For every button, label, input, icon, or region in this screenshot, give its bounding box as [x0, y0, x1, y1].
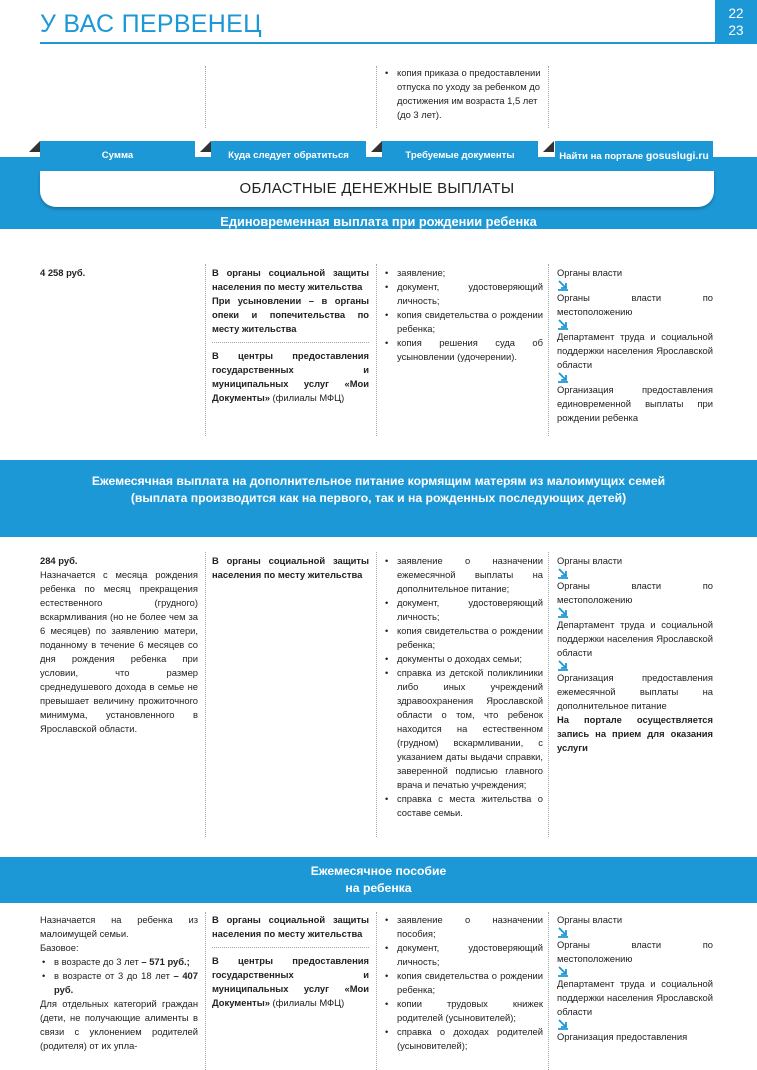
section-1-title-line2: или устройстве его в семью — [288, 232, 469, 247]
list-item: • копия свидетельства о рождении ребенка; — [383, 969, 543, 997]
column-divider — [548, 66, 549, 128]
arrow-down-right-icon — [557, 372, 569, 383]
section-1-where — [212, 266, 369, 405]
section-3-portal — [557, 913, 713, 1044]
column-divider — [548, 264, 549, 436]
sum-description: Назначается на ребенка из малоимущей семьи. — [40, 914, 198, 939]
list-item: • заявление; — [383, 266, 543, 280]
column-divider — [376, 264, 377, 436]
column-divider — [548, 552, 549, 837]
column-divider — [205, 552, 206, 837]
column-divider — [205, 264, 206, 436]
page-title: У ВАС ПЕРВЕНЕЦ — [40, 10, 262, 38]
list-item: • документ, удостоверяющий личность; — [383, 941, 543, 969]
previous-documents-fragment — [383, 66, 543, 122]
arrow-down-right-icon — [557, 280, 569, 291]
list-item: • копия решения суда об усыновлении (удочерении). — [383, 336, 543, 364]
list-item: • справка о доходах родителей (усыновителей); — [383, 1025, 543, 1053]
tab-corner — [200, 141, 211, 152]
column-header-portal — [555, 141, 713, 171]
section-2-documents — [383, 554, 543, 820]
list-item: • копия приказа о предоставлении отпуска по уходу за ребенком до достижения им возраста 1,5 лет (до 3 лет). — [383, 66, 543, 122]
item-text: в возрасте от 3 до 18 лет — [54, 970, 174, 981]
portal-site[interactable]: gosuslugi.ru — [645, 150, 709, 162]
sum-value: 284 руб. — [40, 555, 78, 566]
title-underline — [40, 42, 716, 44]
where-normal: (филиалы МФЦ) — [269, 392, 345, 403]
section-2-sum — [40, 554, 198, 736]
list-item: • справка с места жительства о составе семьи. — [383, 792, 543, 820]
section-3-where — [212, 913, 369, 1010]
portal-link[interactable]: Органы власти по местоположению — [557, 580, 713, 605]
list-item: • заявление о назначении пособия; — [383, 913, 543, 941]
item-text: в возрасте до 3 лет — [54, 956, 142, 967]
section-3-sum — [40, 913, 198, 1053]
sum-description: Базовое: — [40, 942, 79, 953]
portal-link[interactable]: Органы власти — [557, 267, 623, 278]
where-text: В органы социальной защиты населения по месту жительства — [212, 555, 369, 580]
column-header-sum: Сумма — [40, 141, 195, 171]
section-1-title — [0, 213, 757, 249]
column-divider — [376, 66, 377, 128]
sum-description: Для отдельных категорий граждан (дети, не получающие алименты в связи с уклонением родителей (родителя) от их упла- — [40, 998, 198, 1051]
portal-link[interactable]: Органы власти — [557, 555, 623, 566]
tab-corner — [543, 141, 554, 152]
section-2-title-line1: Ежемесячная выплата на дополнительное питание кормящим матерям из малоимущих семей — [91, 474, 666, 488]
where-text: При усыновлении – в органы опеки и попечительства по месту жительства — [212, 295, 369, 334]
page-number-right: 23 — [728, 23, 744, 38]
list-item — [40, 969, 198, 997]
where-bold: В центры предоставления государственных и муниципальных услуг «Мои Документы» — [212, 955, 369, 1008]
portal-link[interactable]: Департамент труда и социальной поддержки населения Ярославской области — [557, 619, 713, 658]
list-item — [40, 955, 198, 969]
divider — [212, 947, 369, 948]
portal-link[interactable]: Органы власти — [557, 914, 623, 925]
section-3-documents — [383, 913, 543, 1053]
list-item: • копия свидетельства о рождении ребенка; — [383, 308, 543, 336]
portal-link[interactable]: Организация предоставления ежемесячной выплаты на дополнительное питание — [557, 672, 713, 711]
column-divider — [205, 66, 206, 128]
where-normal: (филиалы МФЦ) — [269, 997, 345, 1008]
list-item: • документ, удостоверяющий личность; — [383, 596, 543, 624]
section-1-documents — [383, 266, 543, 364]
arrow-down-right-icon — [557, 660, 569, 671]
section-1-title-line1: Единовременная выплата при рождении ребенка — [220, 214, 537, 229]
arrow-down-right-icon — [557, 607, 569, 618]
section-1-portal — [557, 266, 713, 425]
list-item: • копия свидетельства о рождении ребенка; — [383, 624, 543, 652]
portal-link[interactable]: Организация предоставления — [557, 1031, 688, 1042]
section-3-title-line1: Ежемесячное пособие — [310, 864, 447, 878]
column-divider — [376, 552, 377, 837]
list-item: • справка из детской поликлиники либо иных учреждений здравоохранения Ярославской области о том, что ребенок находится на естественном (грудном) вскармливании, с указанием даты выдачи справки, заверенной подписью главного врача и печатью учреждения; — [383, 666, 543, 792]
arrow-down-right-icon — [557, 568, 569, 579]
column-divider — [548, 912, 549, 1070]
item-bold: – 407 руб. — [54, 970, 198, 995]
page-numbers — [715, 0, 757, 44]
section-2-title — [0, 460, 757, 537]
arrow-down-right-icon — [557, 927, 569, 938]
page-number-left: 22 — [728, 6, 744, 21]
section-2-portal — [557, 554, 713, 755]
column-divider — [376, 912, 377, 1070]
section-3-title — [0, 857, 757, 903]
arrow-down-right-icon — [557, 966, 569, 977]
where-bold: В центры предоставления государственных и муниципальных услуг «Мои Документы» — [212, 350, 369, 403]
portal-prefix: Найти на портале — [559, 151, 644, 162]
tab-corner — [29, 141, 40, 152]
portal-note: На портале осуществляется запись на прием для оказания услуги — [557, 714, 713, 753]
section-2-where — [212, 554, 369, 582]
list-item: • документ, удостоверяющий личность; — [383, 280, 543, 308]
where-text: В органы социальной защиты населения по месту жительства — [212, 914, 369, 939]
section-1-sum: 4 258 руб. — [40, 267, 86, 278]
portal-link[interactable]: Органы власти по местоположению — [557, 292, 713, 317]
column-divider — [205, 912, 206, 1070]
portal-link[interactable]: Органы власти по местоположению — [557, 939, 713, 964]
section-3-title-line2: на ребенка — [345, 881, 412, 895]
arrow-down-right-icon — [557, 319, 569, 330]
arrow-down-right-icon — [557, 1019, 569, 1030]
column-header-documents: Требуемые документы — [382, 141, 538, 171]
section-2-title-line2: (выплата производится как на первого, так и на рожденных последующих детей) — [130, 491, 627, 505]
portal-link[interactable]: Департамент труда и социальной поддержки населения Ярославской области — [557, 978, 713, 1017]
column-header-where: Куда следует обратиться — [211, 141, 366, 171]
where-text: В органы социальной защиты населения по месту жительства — [212, 267, 369, 292]
section-title: ОБЛАСТНЫЕ ДЕНЕЖНЫЕ ВЫПЛАТЫ — [40, 171, 714, 207]
sum-description: Назначается с месяца рождения ребенка по месяц прекращения естественного (грудного) вскармливания (но не более чем за 6 месяцев) по заявлению матери, поданному в течение 6 месяцев со дня рождения ребенка при условии, что размер среднедушевого дохода в семье не превышает величину прожиточного минимума, установленного в Ярославской области. — [40, 569, 198, 734]
where-text — [212, 349, 369, 405]
where-text — [212, 954, 369, 1010]
portal-link[interactable]: Департамент труда и социальной поддержки населения Ярославской области — [557, 331, 713, 370]
item-bold: – 571 руб.; — [141, 956, 190, 967]
tab-corner — [371, 141, 382, 152]
list-item: • документы о доходах семьи; — [383, 652, 543, 666]
divider — [212, 342, 369, 343]
list-item: • заявление о назначении ежемесячной выплаты на дополнительное питание; — [383, 554, 543, 596]
portal-link[interactable]: Организация предоставления единовременной выплаты при рождении ребенка — [557, 384, 713, 423]
list-item: • копии трудовых книжек родителей (усыновителей); — [383, 997, 543, 1025]
